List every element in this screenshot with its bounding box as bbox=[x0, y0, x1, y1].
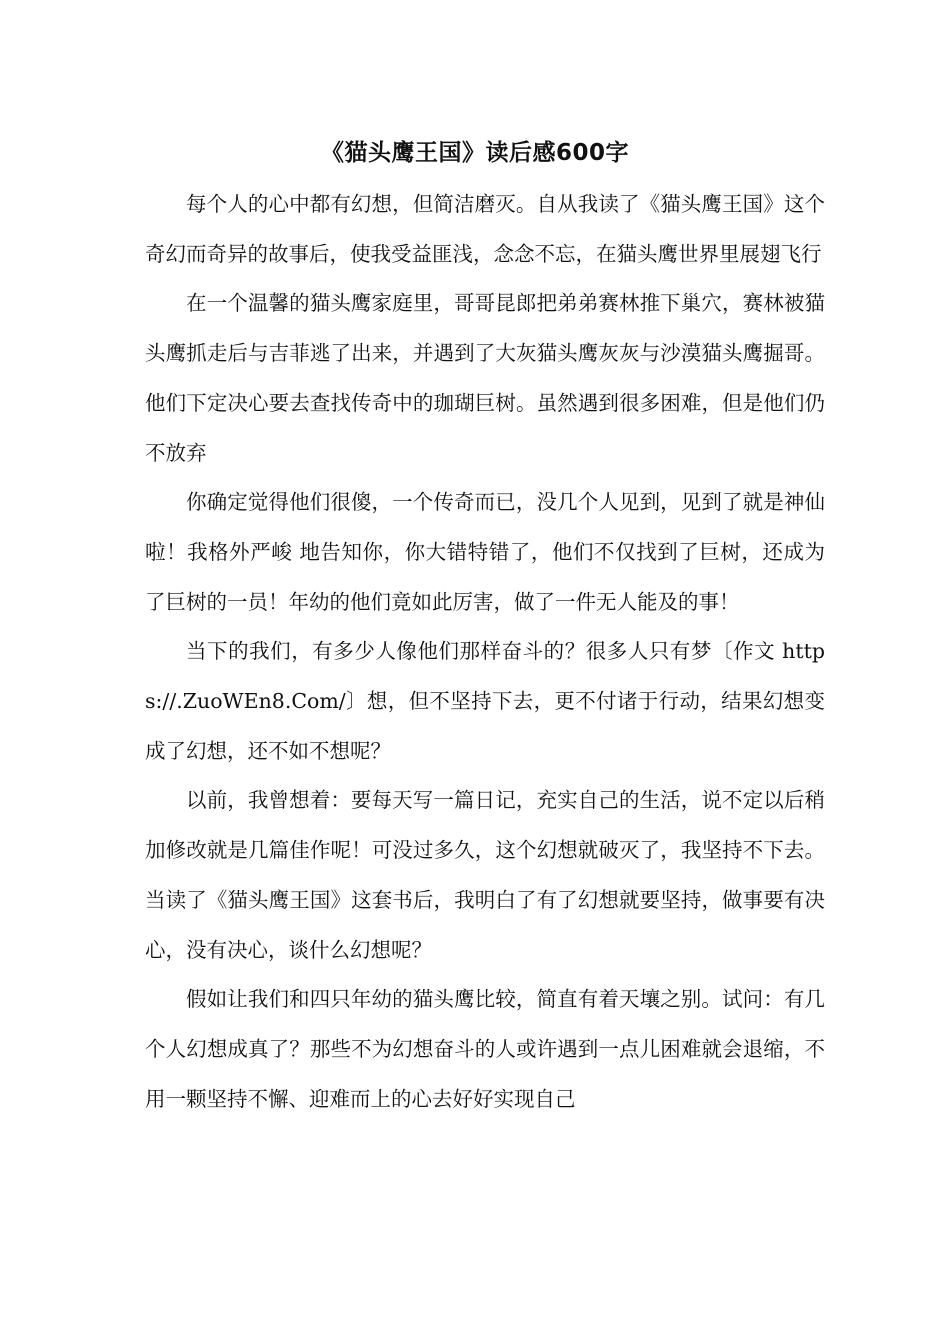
paragraph-3: 你确定觉得他们很傻，一个传奇而已，没几个人见到，见到了就是神仙啦！我格外严峻 地告知你，你大错特错了，他们不仅找到了巨树，还成为了巨树的一员！年幼的他们竟如此厉害，做了一件无人能及的事！ bbox=[145, 490, 825, 614]
document-title: 《猫头鹰王国》读后感600字 bbox=[320, 140, 629, 166]
document-body bbox=[145, 180, 825, 1124]
paragraph-5: 以前，我曾想着：要每天写一篇日记，充实自己的生活，说不定以后稍加修改就是几篇佳作呢！可没过多久，这个幻想就破灭了，我坚持不下去。当读了《猫头鹰王国》这套书后，我明白了有了幻想就要坚持，做事要有决心，没有决心，谈什么幻想呢？ bbox=[145, 788, 825, 962]
paragraph-2: 在一个温馨的猫头鹰家庭里，哥哥昆郎把弟弟赛林推下巢穴，赛林被猫头鹰抓走后与吉菲逃了出来，并遇到了大灰猫头鹰灰灰与沙漠猫头鹰掘哥。他们下定决心要去查找传奇中的珈瑚巨树。虽然遇到很多困难，但是他们仍不放弃 bbox=[145, 291, 825, 465]
paragraph-1: 每个人的心中都有幻想，但简洁磨灭。自从我读了《猫头鹰王国》这个奇幻而奇异的故事后，使我受益匪浅，念念不忘，在猫头鹰世界里展翅飞行 bbox=[145, 192, 825, 266]
paragraph-4: 当下的我们，有多少人像他们那样奋斗的？很多人只有梦〔作文 https://.ZuoWEn8.Com/〕想，但不坚持下去，更不付诸于行动，结果幻想变成了幻想，还不如不想呢？ bbox=[145, 639, 825, 763]
paragraph-6: 假如让我们和四只年幼的猫头鹰比较，简直有着天壤之别。试问：有几个人幻想成真了？那些不为幻想奋斗的人或许遇到一点儿困难就会退缩，不用一颗坚持不懈、迎难而上的心去好好实现自己 bbox=[145, 987, 825, 1111]
